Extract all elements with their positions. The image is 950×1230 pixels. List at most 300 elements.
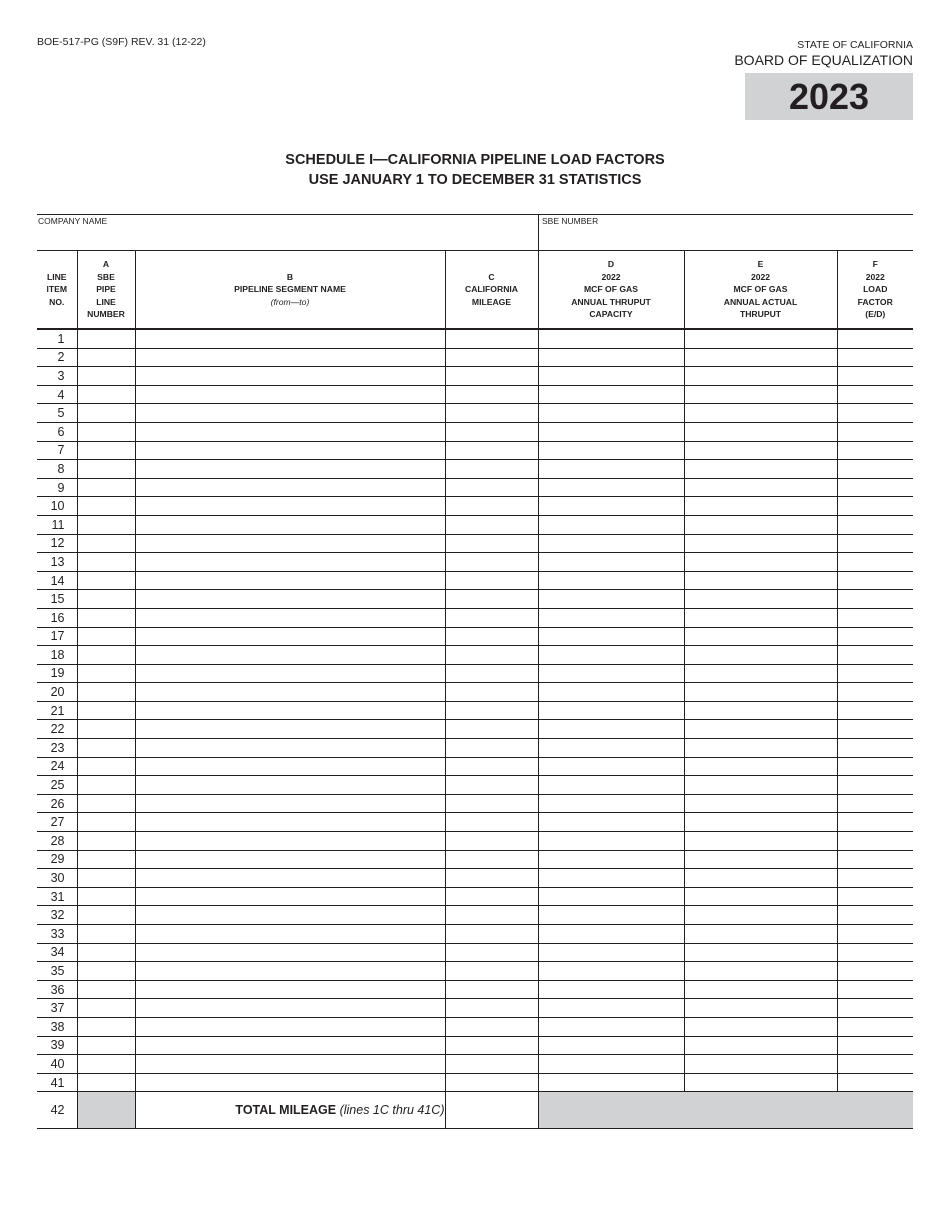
col-d-thruput-capacity-cell[interactable] — [538, 441, 684, 460]
col-b-pipeline-segment-name-cell[interactable] — [135, 925, 445, 944]
col-e-actual-thruput-cell[interactable] — [684, 441, 837, 460]
col-f-load-factor-cell[interactable] — [837, 478, 913, 497]
col-d-thruput-capacity-cell[interactable] — [538, 422, 684, 441]
col-b-pipeline-segment-name-cell[interactable] — [135, 906, 445, 925]
col-a-sbe-pipe-line-number-cell[interactable] — [77, 1036, 135, 1055]
col-a-sbe-pipe-line-number-cell[interactable] — [77, 887, 135, 906]
col-a-sbe-pipe-line-number-cell[interactable] — [77, 590, 135, 609]
col-f-load-factor-cell[interactable] — [837, 739, 913, 758]
col-d-thruput-capacity-cell[interactable] — [538, 571, 684, 590]
col-f-load-factor-cell[interactable] — [837, 813, 913, 832]
col-c-california-mileage-cell[interactable] — [445, 1017, 538, 1036]
col-f-load-factor-cell[interactable] — [837, 869, 913, 888]
load-factor-table — [37, 250, 913, 1129]
col-c-california-mileage-cell[interactable] — [445, 925, 538, 944]
col-e-actual-thruput-cell[interactable] — [684, 794, 837, 813]
col-c-california-mileage-cell[interactable] — [445, 906, 538, 925]
col-d-thruput-capacity-cell[interactable] — [538, 887, 684, 906]
col-d-thruput-capacity-cell[interactable] — [538, 980, 684, 999]
col-a-sbe-pipe-line-number-cell[interactable] — [77, 646, 135, 665]
col-a-sbe-pipe-line-number-cell[interactable] — [77, 329, 135, 348]
col-c-california-mileage-cell[interactable] — [445, 757, 538, 776]
col-e-actual-thruput-cell[interactable] — [684, 1036, 837, 1055]
line-number: 14 — [37, 571, 77, 590]
col-a-sbe-pipe-line-number-cell[interactable] — [77, 683, 135, 702]
col-b-pipeline-segment-name-cell[interactable] — [135, 590, 445, 609]
col-a-sbe-pipe-line-number-cell[interactable] — [77, 925, 135, 944]
col-e-actual-thruput-cell[interactable] — [684, 757, 837, 776]
line-number: 1 — [37, 329, 77, 348]
col-c-california-mileage-cell[interactable] — [445, 478, 538, 497]
col-a-sbe-pipe-line-number-cell[interactable] — [77, 739, 135, 758]
table-row — [37, 348, 913, 367]
col-b-pipeline-segment-name-cell[interactable] — [135, 720, 445, 739]
col-a-sbe-pipe-line-number-cell[interactable] — [77, 422, 135, 441]
col-b-pipeline-segment-name-cell[interactable] — [135, 460, 445, 479]
col-d-thruput-capacity-cell[interactable] — [538, 701, 684, 720]
col-b-pipeline-segment-name-cell[interactable] — [135, 683, 445, 702]
col-d-thruput-capacity-cell[interactable] — [538, 646, 684, 665]
col-c-california-mileage-cell[interactable] — [445, 850, 538, 869]
col-c-california-mileage-cell[interactable] — [445, 887, 538, 906]
col-b-pipeline-segment-name-cell[interactable] — [135, 329, 445, 348]
header-line: B — [286, 271, 294, 282]
table-row — [37, 515, 913, 534]
col-f-load-factor-cell[interactable] — [837, 348, 913, 367]
col-a-sbe-pipe-line-number-cell[interactable] — [77, 348, 135, 367]
col-b-pipeline-segment-name-cell[interactable] — [135, 367, 445, 386]
col-d-thruput-capacity-cell[interactable] — [538, 925, 684, 944]
col-c-california-mileage-cell[interactable] — [445, 739, 538, 758]
header-line: LOAD — [863, 284, 888, 295]
col-b-pipeline-segment-name-cell[interactable] — [135, 627, 445, 646]
col-f-load-factor-cell[interactable] — [837, 329, 913, 348]
col-a-sbe-pipe-line-number-cell[interactable] — [77, 869, 135, 888]
header-line: F — [872, 259, 878, 270]
col-f-load-factor-cell[interactable] — [837, 943, 913, 962]
col-e-actual-thruput-cell[interactable] — [684, 869, 837, 888]
col-e-actual-thruput-cell[interactable] — [684, 739, 837, 758]
col-d-thruput-capacity-cell[interactable] — [538, 553, 684, 572]
col-b-pipeline-segment-name-cell[interactable] — [135, 813, 445, 832]
col-b-pipeline-segment-name-cell[interactable] — [135, 646, 445, 665]
col-d-thruput-capacity-cell[interactable] — [538, 999, 684, 1018]
col-b-pipeline-segment-name-cell[interactable] — [135, 1055, 445, 1074]
col-e-actual-thruput-cell[interactable] — [684, 497, 837, 516]
col-b-pipeline-segment-name-cell[interactable] — [135, 534, 445, 553]
col-a-sbe-pipe-line-number-cell[interactable] — [77, 1073, 135, 1092]
table-row — [37, 701, 913, 720]
col-e-actual-thruput-cell[interactable] — [684, 980, 837, 999]
col-a-sbe-pipe-line-number-cell[interactable] — [77, 497, 135, 516]
line-number: 41 — [37, 1073, 77, 1092]
col-c-california-mileage-cell[interactable] — [445, 1073, 538, 1092]
col-c-california-mileage-cell[interactable] — [445, 367, 538, 386]
table-row — [37, 367, 913, 386]
line-number: 36 — [37, 980, 77, 999]
header-line: ANNUAL THRUPUT — [571, 296, 651, 307]
col-e-actual-thruput-cell[interactable] — [684, 776, 837, 795]
identification-row — [37, 214, 913, 251]
col-f-load-factor-cell[interactable] — [837, 1036, 913, 1055]
col-b-pipeline-segment-name-cell[interactable] — [135, 1017, 445, 1036]
col-c-california-mileage-cell[interactable] — [445, 422, 538, 441]
col-a-sbe-pipe-line-number-cell[interactable] — [77, 534, 135, 553]
col-c-california-mileage-cell[interactable] — [445, 980, 538, 999]
col-c-california-mileage-cell[interactable] — [445, 869, 538, 888]
col-f-load-factor-cell[interactable] — [837, 515, 913, 534]
col-e-actual-thruput-cell[interactable] — [684, 590, 837, 609]
col-d-thruput-capacity-cell[interactable] — [538, 515, 684, 534]
col-d-thruput-capacity-cell[interactable] — [538, 906, 684, 925]
col-c-california-mileage-cell[interactable] — [445, 832, 538, 851]
col-c-california-mileage-cell[interactable] — [445, 441, 538, 460]
col-c-california-mileage-cell[interactable] — [445, 999, 538, 1018]
header-line: NO. — [49, 296, 65, 307]
col-b-pipeline-segment-name-cell[interactable] — [135, 776, 445, 795]
col-a-sbe-pipe-line-number-cell[interactable] — [77, 460, 135, 479]
col-e-actual-thruput-cell[interactable] — [684, 627, 837, 646]
table-row — [37, 1073, 913, 1092]
col-f-load-factor-cell[interactable] — [837, 683, 913, 702]
col-c-california-mileage-cell[interactable] — [445, 329, 538, 348]
col-f-load-factor-cell[interactable] — [837, 497, 913, 516]
col-b-pipeline-segment-name-cell[interactable] — [135, 1036, 445, 1055]
col-c-california-mileage-cell[interactable] — [445, 683, 538, 702]
col-c-california-mileage-cell[interactable] — [445, 794, 538, 813]
col-a-sbe-pipe-line-number-cell[interactable] — [77, 478, 135, 497]
col-c-california-mileage-cell[interactable] — [445, 1055, 538, 1074]
col-d-thruput-capacity-cell[interactable] — [538, 943, 684, 962]
col-d-thruput-capacity-cell[interactable] — [538, 850, 684, 869]
col-a-sbe-pipe-line-number-cell[interactable] — [77, 813, 135, 832]
col-f-load-factor-cell[interactable] — [837, 887, 913, 906]
col-a-sbe-pipe-line-number-cell[interactable] — [77, 664, 135, 683]
col-a-sbe-pipe-line-number-cell[interactable] — [77, 367, 135, 386]
col-b-pipeline-segment-name-cell[interactable] — [135, 608, 445, 627]
col-f-load-factor-cell[interactable] — [837, 608, 913, 627]
col-a-sbe-pipe-line-number-cell[interactable] — [77, 608, 135, 627]
col-b-pipeline-segment-name-cell[interactable] — [135, 739, 445, 758]
col-b-pipeline-segment-name-cell[interactable] — [135, 664, 445, 683]
table-row — [37, 460, 913, 479]
col-c-california-mileage-cell[interactable] — [445, 962, 538, 981]
col-c-california-mileage-cell[interactable] — [445, 515, 538, 534]
col-d-thruput-capacity-cell[interactable] — [538, 1017, 684, 1036]
line-number: 25 — [37, 776, 77, 795]
col-e-actual-thruput-cell[interactable] — [684, 646, 837, 665]
col-e-actual-thruput-cell[interactable] — [684, 348, 837, 367]
line-number: 3 — [37, 367, 77, 386]
table-row — [37, 925, 913, 944]
col-d-thruput-capacity-cell[interactable] — [538, 478, 684, 497]
col-a-sbe-pipe-line-number-cell[interactable] — [77, 757, 135, 776]
col-a-sbe-pipe-line-number-cell[interactable] — [77, 515, 135, 534]
table-row — [37, 980, 913, 999]
table-row — [37, 646, 913, 665]
col-d-thruput-capacity-cell[interactable] — [538, 1036, 684, 1055]
col-c-california-mileage-cell[interactable] — [445, 553, 538, 572]
col-c-california-mileage-cell[interactable] — [445, 1036, 538, 1055]
col-d-thruput-capacity-cell[interactable] — [538, 1055, 684, 1074]
col-f-load-factor-cell[interactable] — [837, 757, 913, 776]
col-b-pipeline-segment-name-header — [135, 251, 445, 330]
col-d-thruput-capacity-cell[interactable] — [538, 608, 684, 627]
total-mileage-cell[interactable] — [445, 1092, 538, 1129]
col-e-actual-thruput-cell[interactable] — [684, 1017, 837, 1036]
col-d-thruput-capacity-cell[interactable] — [538, 367, 684, 386]
header-line: CAPACITY — [589, 309, 633, 320]
col-d-thruput-capacity-cell[interactable] — [538, 739, 684, 758]
total-mileage-label — [135, 1092, 445, 1129]
line-number: 15 — [37, 590, 77, 609]
col-a-sbe-pipe-line-number-cell[interactable] — [77, 850, 135, 869]
col-d-thruput-capacity-cell[interactable] — [538, 590, 684, 609]
col-b-pipeline-segment-name-cell[interactable] — [135, 832, 445, 851]
col-c-california-mileage-cell[interactable] — [445, 813, 538, 832]
schedule-subtitle: USE JANUARY 1 TO DECEMBER 31 STATISTICS — [308, 172, 642, 188]
col-e-actual-thruput-cell[interactable] — [684, 515, 837, 534]
col-f-load-factor-cell[interactable] — [837, 367, 913, 386]
col-b-pipeline-segment-name-cell[interactable] — [135, 553, 445, 572]
col-e-actual-thruput-cell[interactable] — [684, 608, 837, 627]
col-b-pipeline-segment-name-cell[interactable] — [135, 757, 445, 776]
col-a-sbe-pipe-line-number-cell[interactable] — [77, 776, 135, 795]
col-d-thruput-capacity-cell[interactable] — [538, 329, 684, 348]
table-header-row — [37, 251, 913, 330]
col-e-actual-thruput-cell[interactable] — [684, 720, 837, 739]
col-b-pipeline-segment-name-cell[interactable] — [135, 441, 445, 460]
col-e-actual-thruput-cell[interactable] — [684, 534, 837, 553]
line-number: 17 — [37, 627, 77, 646]
col-c-california-mileage-cell[interactable] — [445, 534, 538, 553]
col-e-actual-thruput-cell[interactable] — [684, 906, 837, 925]
col-d-thruput-capacity-header — [538, 251, 684, 330]
col-c-california-mileage-cell[interactable] — [445, 943, 538, 962]
col-a-sbe-pipe-line-number-cell[interactable] — [77, 701, 135, 720]
col-f-load-factor-cell[interactable] — [837, 1055, 913, 1074]
col-f-load-factor-cell[interactable] — [837, 962, 913, 981]
col-c-california-mileage-cell[interactable] — [445, 776, 538, 795]
col-d-thruput-capacity-cell[interactable] — [538, 664, 684, 683]
col-e-actual-thruput-cell[interactable] — [684, 962, 837, 981]
table-row — [37, 869, 913, 888]
col-c-california-mileage-cell[interactable] — [445, 720, 538, 739]
col-f-load-factor-cell[interactable] — [837, 1017, 913, 1036]
col-a-sbe-pipe-line-number-cell[interactable] — [77, 794, 135, 813]
col-f-load-factor-cell[interactable] — [837, 571, 913, 590]
col-a-sbe-pipe-line-number-cell[interactable] — [77, 627, 135, 646]
col-f-load-factor-cell[interactable] — [837, 553, 913, 572]
col-b-pipeline-segment-name-cell[interactable] — [135, 887, 445, 906]
col-d-thruput-capacity-cell[interactable] — [538, 794, 684, 813]
col-f-load-factor-cell[interactable] — [837, 776, 913, 795]
col-b-pipeline-segment-name-cell[interactable] — [135, 497, 445, 516]
col-d-thruput-capacity-cell[interactable] — [538, 869, 684, 888]
col-f-load-factor-cell[interactable] — [837, 385, 913, 404]
col-e-actual-thruput-cell[interactable] — [684, 1073, 837, 1092]
col-d-thruput-capacity-cell[interactable] — [538, 348, 684, 367]
total-mileage-text: TOTAL MILEAGE — [235, 1103, 337, 1118]
col-d-thruput-capacity-cell[interactable] — [538, 627, 684, 646]
col-b-pipeline-segment-name-cell[interactable] — [135, 515, 445, 534]
col-d-thruput-capacity-cell[interactable] — [538, 385, 684, 404]
col-f-load-factor-cell[interactable] — [837, 664, 913, 683]
col-a-sbe-pipe-line-number-cell[interactable] — [77, 385, 135, 404]
col-f-load-factor-cell[interactable] — [837, 701, 913, 720]
col-a-sbe-pipe-line-number-cell[interactable] — [77, 571, 135, 590]
col-a-sbe-pipe-line-number-cell[interactable] — [77, 943, 135, 962]
agency-name: BOARD OF EQUALIZATION — [734, 52, 913, 68]
col-e-actual-thruput-cell[interactable] — [684, 571, 837, 590]
col-d-thruput-capacity-cell[interactable] — [538, 813, 684, 832]
table-row — [37, 813, 913, 832]
header-line: 2022 — [750, 271, 771, 282]
col-b-pipeline-segment-name-cell[interactable] — [135, 850, 445, 869]
col-d-thruput-capacity-cell[interactable] — [538, 683, 684, 702]
col-f-load-factor-cell[interactable] — [837, 832, 913, 851]
col-d-thruput-capacity-cell[interactable] — [538, 757, 684, 776]
header-line: (E/D) — [865, 309, 886, 320]
col-e-actual-thruput-cell[interactable] — [684, 813, 837, 832]
line-number: 29 — [37, 850, 77, 869]
table-row — [37, 683, 913, 702]
col-d-thruput-capacity-cell[interactable] — [538, 832, 684, 851]
col-f-load-factor-cell[interactable] — [837, 534, 913, 553]
col-d-thruput-capacity-cell[interactable] — [538, 962, 684, 981]
col-f-load-factor-cell[interactable] — [837, 404, 913, 423]
table-row — [37, 1036, 913, 1055]
col-b-pipeline-segment-name-cell[interactable] — [135, 385, 445, 404]
col-c-california-mileage-cell[interactable] — [445, 664, 538, 683]
col-a-sbe-pipe-line-number-cell[interactable] — [77, 832, 135, 851]
col-c-california-mileage-cell[interactable] — [445, 701, 538, 720]
col-a-sbe-pipe-line-number-cell[interactable] — [77, 962, 135, 981]
col-f-load-factor-cell[interactable] — [837, 441, 913, 460]
col-f-load-factor-cell[interactable] — [837, 794, 913, 813]
col-e-actual-thruput-cell[interactable] — [684, 832, 837, 851]
col-b-pipeline-segment-name-cell[interactable] — [135, 348, 445, 367]
col-a-sbe-pipe-line-number-cell[interactable] — [77, 1017, 135, 1036]
col-d-thruput-capacity-cell[interactable] — [538, 497, 684, 516]
line-number: 28 — [37, 832, 77, 851]
col-d-thruput-capacity-cell[interactable] — [538, 404, 684, 423]
table-row — [37, 627, 913, 646]
col-b-pipeline-segment-name-cell[interactable] — [135, 962, 445, 981]
col-f-load-factor-cell[interactable] — [837, 999, 913, 1018]
header-line: MILEAGE — [471, 296, 512, 307]
col-b-pipeline-segment-name-cell[interactable] — [135, 404, 445, 423]
col-b-pipeline-segment-name-cell[interactable] — [135, 999, 445, 1018]
col-e-actual-thruput-cell[interactable] — [684, 329, 837, 348]
col-d-thruput-capacity-cell[interactable] — [538, 534, 684, 553]
col-e-actual-thruput-cell[interactable] — [684, 404, 837, 423]
col-f-load-factor-cell[interactable] — [837, 422, 913, 441]
col-e-actual-thruput-cell[interactable] — [684, 367, 837, 386]
col-f-load-factor-cell[interactable] — [837, 850, 913, 869]
col-c-california-mileage-cell[interactable] — [445, 571, 538, 590]
sbe-number-field[interactable] — [538, 215, 913, 251]
col-c-california-mileage-cell[interactable] — [445, 627, 538, 646]
col-e-actual-thruput-cell[interactable] — [684, 460, 837, 479]
col-d-thruput-capacity-cell[interactable] — [538, 720, 684, 739]
col-a-sbe-pipe-line-number-cell[interactable] — [77, 441, 135, 460]
col-a-sbe-pipe-line-number-header — [77, 251, 135, 330]
col-f-load-factor-cell[interactable] — [837, 980, 913, 999]
col-b-pipeline-segment-name-cell[interactable] — [135, 943, 445, 962]
line-number: 7 — [37, 441, 77, 460]
col-e-actual-thruput-cell[interactable] — [684, 683, 837, 702]
col-e-actual-thruput-cell[interactable] — [684, 925, 837, 944]
col-c-california-mileage-cell[interactable] — [445, 590, 538, 609]
col-c-california-mileage-cell[interactable] — [445, 385, 538, 404]
total-mileage-note: (lines 1C thru 41C) — [339, 1103, 445, 1118]
header-line: FACTOR — [857, 296, 893, 307]
company-name-field[interactable] — [37, 215, 538, 251]
col-b-pipeline-segment-name-cell[interactable] — [135, 422, 445, 441]
col-e-actual-thruput-cell[interactable] — [684, 943, 837, 962]
col-f-load-factor-cell[interactable] — [837, 590, 913, 609]
col-a-sbe-pipe-line-number-cell[interactable] — [77, 999, 135, 1018]
col-e-actual-thruput-cell[interactable] — [684, 553, 837, 572]
col-e-actual-thruput-cell[interactable] — [684, 1055, 837, 1074]
col-d-thruput-capacity-cell[interactable] — [538, 776, 684, 795]
col-f-load-factor-cell[interactable] — [837, 925, 913, 944]
col-c-california-mileage-cell[interactable] — [445, 608, 538, 627]
col-e-actual-thruput-cell[interactable] — [684, 664, 837, 683]
col-b-pipeline-segment-name-cell[interactable] — [135, 1073, 445, 1092]
col-b-pipeline-segment-name-cell[interactable] — [135, 794, 445, 813]
col-c-california-mileage-cell[interactable] — [445, 348, 538, 367]
col-a-sbe-pipe-line-number-cell[interactable] — [77, 720, 135, 739]
col-f-load-factor-cell[interactable] — [837, 646, 913, 665]
col-c-california-mileage-cell[interactable] — [445, 460, 538, 479]
col-a-sbe-pipe-line-number-cell[interactable] — [77, 1055, 135, 1074]
col-a-sbe-pipe-line-number-cell[interactable] — [77, 553, 135, 572]
col-b-pipeline-segment-name-cell[interactable] — [135, 571, 445, 590]
col-e-actual-thruput-cell[interactable] — [684, 887, 837, 906]
header-line: PIPELINE SEGMENT NAME — [234, 284, 346, 295]
col-f-load-factor-cell[interactable] — [837, 1073, 913, 1092]
col-a-sbe-pipe-line-number-cell[interactable] — [77, 906, 135, 925]
col-e-actual-thruput-cell[interactable] — [684, 422, 837, 441]
col-b-pipeline-segment-name-cell[interactable] — [135, 478, 445, 497]
col-a-sbe-pipe-line-number-cell[interactable] — [77, 980, 135, 999]
col-f-load-factor-cell[interactable] — [837, 460, 913, 479]
col-b-pipeline-segment-name-cell[interactable] — [135, 980, 445, 999]
col-c-california-mileage-header — [445, 251, 538, 330]
line-number: 24 — [37, 757, 77, 776]
col-e-actual-thruput-cell[interactable] — [684, 478, 837, 497]
col-b-pipeline-segment-name-cell[interactable] — [135, 701, 445, 720]
col-d-thruput-capacity-cell[interactable] — [538, 1073, 684, 1092]
col-e-actual-thruput-cell[interactable] — [684, 850, 837, 869]
col-d-thruput-capacity-cell[interactable] — [538, 460, 684, 479]
col-e-actual-thruput-cell[interactable] — [684, 999, 837, 1018]
col-e-actual-thruput-cell[interactable] — [684, 701, 837, 720]
table-row — [37, 590, 913, 609]
col-b-pipeline-segment-name-cell[interactable] — [135, 869, 445, 888]
col-c-california-mileage-cell[interactable] — [445, 404, 538, 423]
col-f-load-factor-cell[interactable] — [837, 720, 913, 739]
col-f-load-factor-cell[interactable] — [837, 906, 913, 925]
col-a-sbe-pipe-line-number-cell[interactable] — [77, 404, 135, 423]
col-c-california-mileage-cell[interactable] — [445, 646, 538, 665]
line-number: 40 — [37, 1055, 77, 1074]
col-e-actual-thruput-cell[interactable] — [684, 385, 837, 404]
col-c-california-mileage-cell[interactable] — [445, 497, 538, 516]
col-f-load-factor-cell[interactable] — [837, 627, 913, 646]
